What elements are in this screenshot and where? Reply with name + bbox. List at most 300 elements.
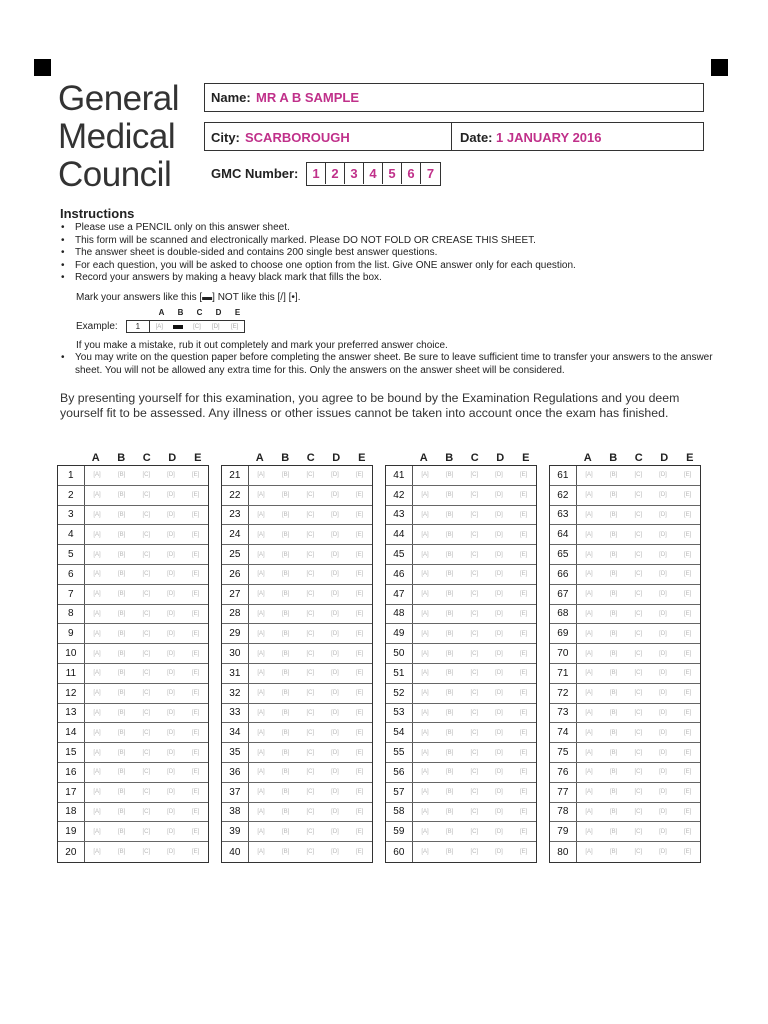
answer-bubble-a[interactable]: [A] (585, 492, 593, 499)
answer-bubble-c[interactable]: [C] (306, 511, 315, 518)
answer-bubble-a[interactable]: [A] (93, 769, 101, 776)
answer-bubble-b[interactable]: [B] (445, 511, 454, 518)
answer-bubble-d[interactable]: [D] (167, 571, 175, 578)
answer-bubble-c[interactable]: [C] (470, 849, 479, 856)
gmc-number-boxes[interactable] (306, 162, 441, 186)
answer-bubble-b[interactable]: [B] (117, 472, 126, 479)
answer-bubble-b[interactable]: [B] (117, 808, 126, 815)
answer-bubble-a[interactable]: [A] (585, 690, 593, 697)
answer-bubble-c[interactable]: [C] (470, 789, 479, 796)
answer-bubble-a[interactable]: [A] (257, 769, 265, 776)
answer-bubble-e[interactable]: [E] (520, 610, 528, 617)
answer-bubble-d[interactable]: [D] (167, 769, 175, 776)
answer-bubble-b[interactable]: [B] (609, 571, 618, 578)
answer-bubble-e[interactable]: [E] (356, 630, 364, 637)
answer-bubble-b[interactable]: [B] (281, 670, 290, 677)
answer-bubble-e[interactable]: [E] (684, 769, 692, 776)
answer-bubble-e[interactable]: [E] (356, 808, 364, 815)
answer-bubble-d[interactable]: [D] (495, 808, 503, 815)
answer-bubble-c[interactable]: [C] (470, 690, 479, 697)
answer-bubble-b[interactable]: [B] (281, 828, 290, 835)
answer-bubble-b[interactable]: [B] (281, 492, 290, 499)
answer-bubble-c[interactable]: [C] (306, 650, 315, 657)
answer-bubble-d[interactable]: [D] (495, 551, 503, 558)
answer-bubble-c[interactable]: [C] (142, 808, 151, 815)
answer-bubble-e[interactable]: [E] (192, 749, 200, 756)
answer-bubble-c[interactable]: [C] (634, 571, 643, 578)
answer-bubble-d[interactable]: [D] (167, 690, 175, 697)
answer-bubble-b[interactable]: [B] (281, 531, 290, 538)
answer-bubble-e[interactable]: [E] (192, 492, 200, 499)
answer-bubble-d[interactable]: [D] (331, 828, 339, 835)
answer-bubble-e[interactable]: [E] (356, 729, 364, 736)
gmc-digit[interactable]: 2 (326, 163, 345, 184)
answer-bubble-d[interactable]: [D] (495, 749, 503, 756)
answer-bubble-a[interactable]: [A] (421, 551, 429, 558)
answer-bubble-e[interactable]: [E] (684, 610, 692, 617)
answer-bubble-a[interactable]: [A] (257, 610, 265, 617)
answer-bubble-c[interactable]: [C] (470, 472, 479, 479)
answer-bubble-b[interactable]: [B] (609, 630, 618, 637)
answer-bubble-c[interactable]: [C] (470, 729, 479, 736)
answer-bubble-a[interactable]: [A] (585, 591, 593, 598)
answer-bubble-d[interactable]: [D] (331, 610, 339, 617)
answer-bubble-d[interactable]: [D] (331, 571, 339, 578)
answer-bubble-e[interactable]: [E] (192, 670, 200, 677)
answer-bubble-c[interactable]: [C] (470, 769, 479, 776)
answer-bubble-d[interactable]: [D] (495, 729, 503, 736)
answer-bubble-d[interactable]: [D] (331, 729, 339, 736)
answer-bubble-b[interactable]: [B] (609, 849, 618, 856)
answer-bubble-c[interactable]: [C] (634, 828, 643, 835)
answer-bubble-a[interactable]: [A] (421, 511, 429, 518)
answer-bubble-d[interactable]: [D] (167, 789, 175, 796)
gmc-digit[interactable]: 4 (364, 163, 383, 184)
answer-bubble-d[interactable]: [D] (495, 670, 503, 677)
answer-bubble-e[interactable]: [E] (520, 789, 528, 796)
answer-bubble-c[interactable]: [C] (142, 472, 151, 479)
answer-bubble-d[interactable]: [D] (659, 511, 667, 518)
answer-bubble-b[interactable]: [B] (117, 749, 126, 756)
answer-bubble-d[interactable]: [D] (495, 492, 503, 499)
answer-bubble-c[interactable]: [C] (634, 789, 643, 796)
answer-bubble-c[interactable]: [C] (142, 709, 151, 716)
answer-bubble-d[interactable]: [D] (331, 472, 339, 479)
answer-bubble-b[interactable]: [B] (445, 749, 454, 756)
answer-bubble-e[interactable]: [E] (192, 571, 200, 578)
answer-bubble-b[interactable]: [B] (117, 551, 126, 558)
answer-bubble-b[interactable]: [B] (445, 650, 454, 657)
answer-bubble-e[interactable]: [E] (520, 749, 528, 756)
answer-bubble-c[interactable]: [C] (470, 709, 479, 716)
answer-bubble-c[interactable]: [C] (470, 531, 479, 538)
answer-bubble-a[interactable]: [A] (421, 630, 429, 637)
answer-bubble-a[interactable]: [A] (93, 828, 101, 835)
answer-bubble-d[interactable]: [D] (331, 511, 339, 518)
answer-bubble-b[interactable]: [B] (609, 650, 618, 657)
answer-bubble-c[interactable]: [C] (470, 630, 479, 637)
answer-bubble-c[interactable]: [C] (306, 591, 315, 598)
answer-bubble-c[interactable]: [C] (142, 531, 151, 538)
answer-bubble-d[interactable]: [D] (659, 551, 667, 558)
answer-bubble-b[interactable]: [B] (117, 789, 126, 796)
answer-bubble-c[interactable]: [C] (470, 551, 479, 558)
gmc-digit[interactable]: 5 (383, 163, 402, 184)
answer-bubble-e[interactable]: [E] (684, 670, 692, 677)
answer-bubble-c[interactable]: [C] (306, 610, 315, 617)
answer-bubble-a[interactable]: [A] (257, 650, 265, 657)
answer-bubble-d[interactable]: [D] (167, 749, 175, 756)
answer-bubble-b[interactable]: [B] (117, 610, 126, 617)
answer-bubble-e[interactable]: [E] (192, 610, 200, 617)
answer-bubble-e[interactable]: [E] (192, 650, 200, 657)
answer-bubble-a[interactable]: [A] (93, 571, 101, 578)
answer-bubble-d[interactable]: [D] (495, 849, 503, 856)
answer-bubble-b[interactable]: [B] (609, 769, 618, 776)
answer-bubble-d[interactable]: [D] (331, 650, 339, 657)
answer-bubble-c[interactable]: [C] (634, 591, 643, 598)
answer-bubble-c[interactable]: [C] (306, 789, 315, 796)
answer-bubble-b[interactable]: [B] (445, 828, 454, 835)
answer-bubble-e[interactable]: [E] (520, 511, 528, 518)
answer-bubble-c[interactable]: [C] (306, 749, 315, 756)
answer-bubble-a[interactable]: [A] (421, 709, 429, 716)
answer-bubble-a[interactable]: [A] (257, 492, 265, 499)
answer-bubble-d[interactable]: [D] (659, 789, 667, 796)
answer-bubble-a[interactable]: [A] (585, 610, 593, 617)
answer-bubble-e[interactable]: [E] (356, 789, 364, 796)
answer-bubble-d[interactable]: [D] (659, 650, 667, 657)
answer-bubble-a[interactable]: [A] (585, 849, 593, 856)
answer-bubble-c[interactable]: [C] (306, 492, 315, 499)
answer-bubble-e[interactable]: [E] (520, 828, 528, 835)
answer-bubble-a[interactable]: [A] (585, 630, 593, 637)
answer-bubble-d[interactable]: [D] (167, 531, 175, 538)
answer-bubble-e[interactable]: [E] (520, 670, 528, 677)
answer-bubble-e[interactable]: [E] (192, 472, 200, 479)
answer-bubble-d[interactable]: [D] (495, 650, 503, 657)
answer-bubble-b[interactable]: [B] (445, 571, 454, 578)
answer-bubble-c[interactable]: [C] (306, 472, 315, 479)
answer-bubble-c[interactable]: [C] (142, 769, 151, 776)
answer-bubble-a[interactable]: [A] (257, 630, 265, 637)
answer-bubble-d[interactable]: [D] (659, 849, 667, 856)
answer-bubble-e[interactable]: [E] (684, 511, 692, 518)
answer-bubble-d[interactable]: [D] (659, 531, 667, 538)
answer-bubble-c[interactable]: [C] (142, 849, 151, 856)
answer-bubble-d[interactable]: [D] (495, 828, 503, 835)
answer-bubble-d[interactable]: [D] (331, 808, 339, 815)
answer-bubble-b[interactable]: [B] (117, 670, 126, 677)
answer-bubble-e[interactable]: [E] (356, 709, 364, 716)
answer-bubble-b[interactable]: [B] (117, 769, 126, 776)
answer-bubble-a[interactable]: [A] (257, 531, 265, 538)
answer-bubble-a[interactable]: [A] (93, 630, 101, 637)
answer-bubble-b[interactable]: [B] (281, 690, 290, 697)
answer-bubble-e[interactable]: [E] (356, 610, 364, 617)
answer-bubble-d[interactable]: [D] (495, 591, 503, 598)
answer-bubble-c[interactable]: [C] (306, 571, 315, 578)
answer-bubble-d[interactable]: [D] (659, 670, 667, 677)
answer-bubble-d[interactable]: [D] (167, 828, 175, 835)
answer-bubble-c[interactable]: [C] (634, 511, 643, 518)
answer-bubble-a[interactable]: [A] (421, 492, 429, 499)
answer-bubble-e[interactable]: [E] (520, 769, 528, 776)
answer-bubble-e[interactable]: [E] (684, 849, 692, 856)
answer-bubble-a[interactable]: [A] (421, 472, 429, 479)
answer-bubble-e[interactable]: [E] (356, 591, 364, 598)
answer-bubble-a[interactable]: [A] (257, 571, 265, 578)
answer-bubble-a[interactable]: [A] (93, 670, 101, 677)
answer-bubble-b[interactable]: [B] (117, 571, 126, 578)
answer-bubble-d[interactable]: [D] (659, 630, 667, 637)
answer-bubble-e[interactable]: [E] (192, 531, 200, 538)
answer-bubble-a[interactable]: [A] (257, 690, 265, 697)
answer-bubble-a[interactable]: [A] (257, 828, 265, 835)
answer-bubble-e[interactable]: [E] (520, 531, 528, 538)
answer-bubble-d[interactable]: [D] (167, 808, 175, 815)
answer-bubble-a[interactable]: [A] (93, 650, 101, 657)
answer-bubble-d[interactable]: [D] (495, 709, 503, 716)
answer-bubble-c[interactable]: [C] (306, 729, 315, 736)
answer-bubble-d[interactable]: [D] (659, 828, 667, 835)
answer-bubble-c[interactable]: [C] (306, 630, 315, 637)
answer-bubble-a[interactable]: [A] (585, 571, 593, 578)
answer-bubble-b[interactable]: [B] (281, 571, 290, 578)
answer-bubble-b[interactable]: [B] (609, 531, 618, 538)
answer-bubble-a[interactable]: [A] (93, 749, 101, 756)
answer-bubble-c[interactable]: [C] (470, 591, 479, 598)
answer-bubble-c[interactable]: [C] (142, 591, 151, 598)
answer-bubble-c[interactable]: [C] (306, 670, 315, 677)
answer-bubble-c[interactable]: [C] (306, 709, 315, 716)
answer-bubble-d[interactable]: [D] (167, 650, 175, 657)
answer-bubble-c[interactable]: [C] (470, 808, 479, 815)
answer-bubble-d[interactable]: [D] (659, 690, 667, 697)
answer-bubble-a[interactable]: [A] (585, 749, 593, 756)
answer-bubble-c[interactable]: [C] (634, 531, 643, 538)
answer-bubble-a[interactable]: [A] (421, 690, 429, 697)
answer-bubble-e[interactable]: [E] (684, 472, 692, 479)
answer-bubble-b[interactable]: [B] (117, 511, 126, 518)
answer-bubble-d[interactable]: [D] (167, 849, 175, 856)
answer-bubble-e[interactable]: [E] (684, 551, 692, 558)
answer-bubble-e[interactable]: [E] (192, 769, 200, 776)
answer-bubble-a[interactable]: [A] (257, 551, 265, 558)
answer-bubble-b[interactable]: [B] (609, 551, 618, 558)
answer-bubble-a[interactable]: [A] (93, 610, 101, 617)
answer-bubble-c[interactable]: [C] (142, 630, 151, 637)
answer-bubble-e[interactable]: [E] (192, 709, 200, 716)
answer-bubble-a[interactable]: [A] (93, 690, 101, 697)
answer-bubble-c[interactable]: [C] (634, 670, 643, 677)
answer-bubble-d[interactable]: [D] (495, 571, 503, 578)
answer-bubble-a[interactable]: [A] (585, 828, 593, 835)
answer-bubble-a[interactable]: [A] (93, 511, 101, 518)
answer-bubble-b[interactable]: [B] (281, 630, 290, 637)
answer-bubble-c[interactable]: [C] (142, 571, 151, 578)
answer-bubble-c[interactable]: [C] (306, 531, 315, 538)
answer-bubble-b[interactable]: [B] (117, 849, 126, 856)
answer-bubble-d[interactable]: [D] (167, 472, 175, 479)
answer-bubble-e[interactable]: [E] (356, 472, 364, 479)
answer-bubble-e[interactable]: [E] (520, 650, 528, 657)
answer-bubble-e[interactable]: [E] (356, 571, 364, 578)
answer-bubble-a[interactable]: [A] (585, 769, 593, 776)
answer-bubble-c[interactable]: [C] (142, 749, 151, 756)
answer-bubble-e[interactable]: [E] (192, 591, 200, 598)
answer-bubble-b[interactable]: [B] (117, 709, 126, 716)
answer-bubble-e[interactable]: [E] (520, 709, 528, 716)
answer-bubble-d[interactable]: [D] (167, 610, 175, 617)
answer-bubble-d[interactable]: [D] (331, 591, 339, 598)
answer-bubble-a[interactable]: [A] (585, 789, 593, 796)
answer-bubble-e[interactable]: [E] (684, 571, 692, 578)
answer-bubble-b[interactable]: [B] (609, 472, 618, 479)
answer-bubble-b[interactable]: [B] (445, 670, 454, 677)
answer-bubble-d[interactable]: [D] (167, 729, 175, 736)
answer-bubble-e[interactable]: [E] (192, 808, 200, 815)
answer-bubble-d[interactable]: [D] (495, 531, 503, 538)
answer-bubble-a[interactable]: [A] (257, 789, 265, 796)
gmc-digit[interactable]: 3 (345, 163, 364, 184)
answer-bubble-e[interactable]: [E] (356, 511, 364, 518)
answer-bubble-e[interactable]: [E] (684, 650, 692, 657)
answer-bubble-c[interactable]: [C] (142, 610, 151, 617)
answer-bubble-c[interactable]: [C] (142, 670, 151, 677)
answer-bubble-e[interactable]: [E] (684, 828, 692, 835)
answer-bubble-b[interactable]: [B] (445, 630, 454, 637)
answer-bubble-d[interactable]: [D] (331, 690, 339, 697)
answer-bubble-d[interactable]: [D] (331, 709, 339, 716)
answer-bubble-b[interactable]: [B] (117, 828, 126, 835)
answer-bubble-d[interactable]: [D] (495, 472, 503, 479)
answer-bubble-d[interactable]: [D] (495, 690, 503, 697)
answer-bubble-b[interactable]: [B] (281, 551, 290, 558)
answer-bubble-d[interactable]: [D] (167, 670, 175, 677)
answer-bubble-b[interactable]: [B] (445, 610, 454, 617)
answer-bubble-b[interactable]: [B] (609, 591, 618, 598)
answer-bubble-b[interactable]: [B] (281, 511, 290, 518)
answer-bubble-c[interactable]: [C] (142, 650, 151, 657)
answer-bubble-b[interactable]: [B] (609, 492, 618, 499)
answer-bubble-c[interactable]: [C] (634, 709, 643, 716)
answer-bubble-b[interactable]: [B] (445, 808, 454, 815)
answer-bubble-b[interactable]: [B] (281, 709, 290, 716)
answer-bubble-e[interactable]: [E] (684, 690, 692, 697)
answer-bubble-c[interactable]: [C] (634, 492, 643, 499)
answer-bubble-e[interactable]: [E] (192, 789, 200, 796)
answer-bubble-d[interactable]: [D] (659, 749, 667, 756)
answer-bubble-c[interactable]: [C] (634, 808, 643, 815)
answer-bubble-b[interactable]: [B] (281, 650, 290, 657)
answer-bubble-c[interactable]: [C] (142, 729, 151, 736)
answer-bubble-c[interactable]: [C] (634, 551, 643, 558)
answer-bubble-d[interactable]: [D] (659, 571, 667, 578)
answer-bubble-d[interactable]: [D] (659, 610, 667, 617)
answer-bubble-c[interactable]: [C] (470, 571, 479, 578)
answer-bubble-b[interactable]: [B] (281, 749, 290, 756)
answer-bubble-a[interactable]: [A] (421, 571, 429, 578)
answer-bubble-e[interactable]: [E] (192, 729, 200, 736)
answer-bubble-a[interactable]: [A] (421, 670, 429, 677)
answer-bubble-b[interactable]: [B] (117, 630, 126, 637)
answer-bubble-e[interactable]: [E] (520, 571, 528, 578)
answer-bubble-c[interactable]: [C] (470, 511, 479, 518)
answer-bubble-a[interactable]: [A] (93, 472, 101, 479)
answer-bubble-a[interactable]: [A] (257, 511, 265, 518)
answer-bubble-b[interactable]: [B] (445, 531, 454, 538)
answer-bubble-d[interactable]: [D] (331, 531, 339, 538)
answer-bubble-b[interactable]: [B] (117, 650, 126, 657)
answer-bubble-a[interactable]: [A] (585, 670, 593, 677)
answer-bubble-b[interactable]: [B] (609, 670, 618, 677)
answer-bubble-e[interactable]: [E] (192, 849, 200, 856)
answer-bubble-b[interactable]: [B] (445, 551, 454, 558)
answer-bubble-b[interactable]: [B] (445, 709, 454, 716)
answer-bubble-b[interactable]: [B] (117, 492, 126, 499)
gmc-digit[interactable]: 1 (307, 163, 326, 184)
answer-bubble-a[interactable]: [A] (421, 591, 429, 598)
answer-bubble-c[interactable]: [C] (634, 849, 643, 856)
answer-bubble-a[interactable]: [A] (257, 670, 265, 677)
answer-bubble-c[interactable]: [C] (306, 769, 315, 776)
answer-bubble-a[interactable]: [A] (93, 849, 101, 856)
answer-bubble-d[interactable]: [D] (331, 789, 339, 796)
answer-bubble-d[interactable]: [D] (495, 511, 503, 518)
answer-bubble-d[interactable]: [D] (659, 729, 667, 736)
answer-bubble-e[interactable]: [E] (356, 650, 364, 657)
answer-bubble-e[interactable]: [E] (520, 808, 528, 815)
answer-bubble-a[interactable]: [A] (585, 551, 593, 558)
answer-bubble-d[interactable]: [D] (495, 630, 503, 637)
answer-bubble-b[interactable]: [B] (281, 789, 290, 796)
answer-bubble-a[interactable]: [A] (257, 749, 265, 756)
answer-bubble-a[interactable]: [A] (257, 849, 265, 856)
answer-bubble-d[interactable]: [D] (495, 769, 503, 776)
answer-bubble-e[interactable]: [E] (356, 492, 364, 499)
answer-bubble-a[interactable]: [A] (585, 472, 593, 479)
answer-bubble-d[interactable]: [D] (659, 709, 667, 716)
answer-bubble-a[interactable]: [A] (257, 472, 265, 479)
answer-bubble-a[interactable]: [A] (421, 650, 429, 657)
answer-bubble-d[interactable]: [D] (331, 749, 339, 756)
answer-bubble-b[interactable]: [B] (281, 472, 290, 479)
answer-bubble-e[interactable]: [E] (356, 769, 364, 776)
answer-bubble-b[interactable]: [B] (609, 610, 618, 617)
answer-bubble-b[interactable]: [B] (445, 769, 454, 776)
answer-bubble-b[interactable]: [B] (445, 690, 454, 697)
answer-bubble-a[interactable]: [A] (585, 650, 593, 657)
answer-bubble-a[interactable]: [A] (585, 709, 593, 716)
answer-bubble-b[interactable]: [B] (117, 690, 126, 697)
answer-bubble-d[interactable]: [D] (659, 769, 667, 776)
answer-bubble-c[interactable]: [C] (142, 828, 151, 835)
answer-bubble-a[interactable]: [A] (93, 492, 101, 499)
answer-bubble-e[interactable]: [E] (520, 690, 528, 697)
answer-bubble-e[interactable]: [E] (356, 849, 364, 856)
answer-bubble-e[interactable]: [E] (356, 531, 364, 538)
answer-bubble-a[interactable]: [A] (421, 729, 429, 736)
answer-bubble-c[interactable]: [C] (634, 769, 643, 776)
answer-bubble-b[interactable]: [B] (445, 591, 454, 598)
answer-bubble-e[interactable]: [E] (520, 551, 528, 558)
answer-bubble-c[interactable]: [C] (142, 789, 151, 796)
answer-bubble-e[interactable]: [E] (684, 749, 692, 756)
answer-bubble-a[interactable]: [A] (585, 808, 593, 815)
answer-bubble-b[interactable]: [B] (609, 709, 618, 716)
answer-bubble-c[interactable]: [C] (470, 492, 479, 499)
